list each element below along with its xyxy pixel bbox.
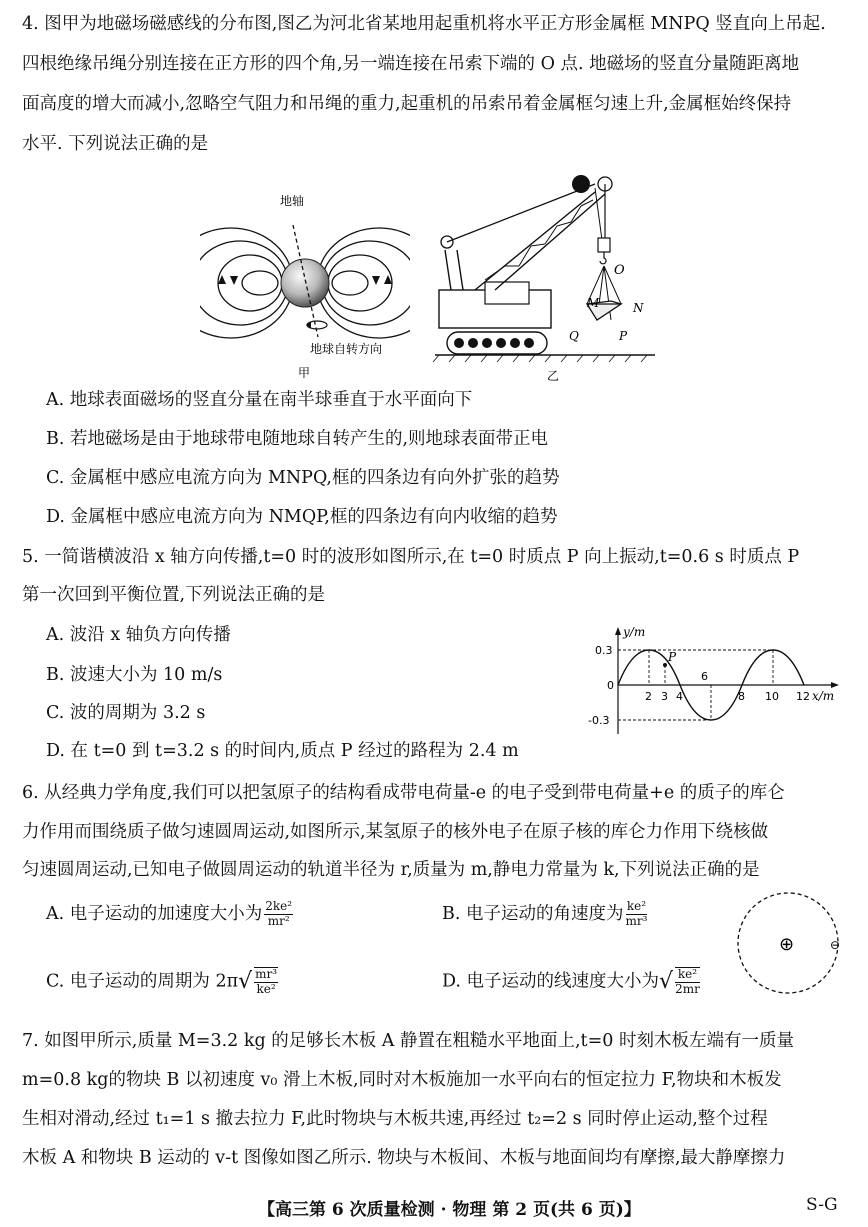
q6-a-denominator: mr²: [267, 913, 290, 928]
x-tick-10: 10: [765, 690, 779, 703]
point-q-label: Q: [569, 329, 579, 343]
point-p-label: P: [668, 650, 677, 664]
nucleus-icon: ⊕: [779, 934, 795, 955]
q6-option-d-text: D. 电子运动的线速度大小为: [442, 971, 660, 992]
x-tick-12: 12: [796, 690, 810, 703]
rotation-direction-label: 地球自转方向: [310, 342, 383, 356]
q7-stem-line2: m=0.8 kg的物块 B 以初速度 v₀ 滑上木板,同时对木板施加一水平向右的恒定拉力 F,物块和木板发: [22, 1070, 782, 1090]
y-axis-label: y/m: [623, 625, 646, 639]
y-tick-neg0.3: -0.3: [588, 714, 610, 727]
q6-option-a-text: A. 电子运动的加速度大小为: [46, 903, 263, 924]
q6-option-b-text: B. 电子运动的角速度为: [442, 903, 624, 924]
x-axis-label: x/m: [812, 689, 835, 703]
q7-stem-line3: 生相对滑动,经过 t₁=1 s 撤去拉力 F,此时物块与木板共速,再经过 t₂=2 s 同时停止运动,整个过程: [22, 1109, 768, 1129]
point-m-label: M: [587, 296, 600, 310]
footer-center: 【高三第 6 次质量检测 · 物理 第 2 页(共 6 页)】: [258, 1200, 641, 1220]
q6-stem-line2: 力作用而围绕质子做匀速圆周运动,如图所示,某氢原子的核外电子在原子核的库仑力作用下绕核做: [22, 822, 769, 842]
crane-figure: [425, 170, 660, 385]
q5-option-b: B. 波速大小为 10 m/s: [46, 665, 223, 685]
q4-stem-line1: 4. 图甲为地磁场磁感线的分布图,图乙为河北省某地用起重机将水平正方形金属框 MNPQ 竖直向上吊起.: [22, 14, 826, 34]
y-tick-0.3: 0.3: [595, 644, 613, 657]
hydrogen-atom-figure: [732, 885, 852, 1005]
q5-option-c: C. 波的周期为 3.2 s: [46, 703, 206, 723]
q5-stem-line2: 第一次回到平衡位置,下列说法正确的是: [22, 585, 326, 605]
q6-option-a: [46, 900, 295, 929]
q5-stem-line1: 5. 一简谐横波沿 x 轴方向传播,t=0 时的波形如图所示,在 t=0 时质点 P 向上振动,t=0.6 s 时质点 P: [22, 547, 800, 567]
q6-c-numerator: mr³: [255, 967, 278, 981]
x-tick-3: 3: [661, 690, 668, 703]
q5-option-d: D. 在 t=0 到 t=3.2 s 的时间内,质点 P 经过的路程为 2.4 m: [46, 741, 519, 761]
q6-a-numerator: 2ke²: [265, 899, 293, 913]
figure-jia-caption: 甲: [298, 366, 311, 380]
y-tick-0: 0: [607, 679, 614, 692]
q4-option-c: C. 金属框中感应电流方向为 MNPQ,框的四条边有向外扩张的趋势: [46, 468, 560, 488]
q6-option-c: C. 电子运动的周期为 2π√ $\frac{\text{mr³}}{\text{ke²}}$: [46, 967, 278, 996]
point-p-label: P: [619, 329, 628, 343]
point-o-label: O: [614, 263, 625, 278]
x-tick-6: 6: [701, 670, 708, 683]
earth-axis-label: 地轴: [280, 194, 305, 208]
q6-b-numerator: ke²: [626, 899, 647, 913]
x-tick-8: 8: [738, 690, 745, 703]
q4-stem-line4: 水平. 下列说法正确的是: [22, 134, 209, 154]
q6-d-denominator: 2mr: [675, 981, 700, 996]
geomagnetic-field-figure: [200, 185, 410, 380]
q5-option-a: A. 波沿 x 轴负方向传播: [46, 625, 231, 645]
electron-icon: ⊖: [830, 938, 841, 952]
q6-c-denominator: ke²: [256, 981, 276, 996]
x-tick-2: 2: [645, 690, 652, 703]
q4-option-a: A. 地球表面磁场的竖直分量在南半球垂直于水平面向下: [46, 390, 473, 410]
q6-stem-line1: 6. 从经典力学角度,我们可以把氢原子的结构看成带电荷量-e 的电子受到带电荷量+e 的质子的库仑: [22, 783, 785, 803]
x-tick-4: 4: [676, 690, 683, 703]
footer-code: S-G: [806, 1195, 838, 1215]
q6-option-c-text: C. 电子运动的周期为 2π: [46, 971, 239, 992]
q6-option-b: [442, 900, 649, 929]
wave-graph: [585, 622, 845, 742]
figure-yi-caption: 乙: [547, 369, 560, 383]
q4-option-d: D. 金属框中感应电流方向为 NMQP,框的四条边有向内收缩的趋势: [46, 507, 558, 527]
q6-d-numerator: ke²: [675, 968, 700, 983]
q6-option-d: D. 电子运动的线速度大小为√ $\frac{\text{ke²}}{2mr}$: [442, 967, 700, 996]
q6-b-denominator: mr³: [625, 913, 648, 928]
q7-stem-line4: 木板 A 和物块 B 运动的 v-t 图像如图乙所示. 物块与木板间、木板与地面间均有摩擦,最大静摩擦力: [22, 1148, 786, 1168]
q7-stem-line1: 7. 如图甲所示,质量 M=3.2 kg 的足够长木板 A 静置在粗糙水平地面上,t=0 时刻木板左端有一质量: [22, 1031, 794, 1051]
q4-stem-line3: 面高度的增大而减小,忽略空气阻力和吊绳的重力,起重机的吊索吊着金属框匀速上升,金属框始终保持: [22, 94, 792, 114]
q4-stem-line2: 四根绝缘吊绳分别连接在正方形的四个角,另一端连接在吊索下端的 O 点. 地磁场的竖直分量随距离地: [22, 54, 800, 74]
point-n-label: N: [633, 301, 644, 315]
q6-stem-line3: 匀速圆周运动,已知电子做圆周运动的轨道半径为 r,质量为 m,静电力常量为 k,下列说法正确的是: [22, 860, 760, 880]
q4-option-b: B. 若地磁场是由于地球带电随地球自转产生的,则地球表面带正电: [46, 429, 549, 449]
